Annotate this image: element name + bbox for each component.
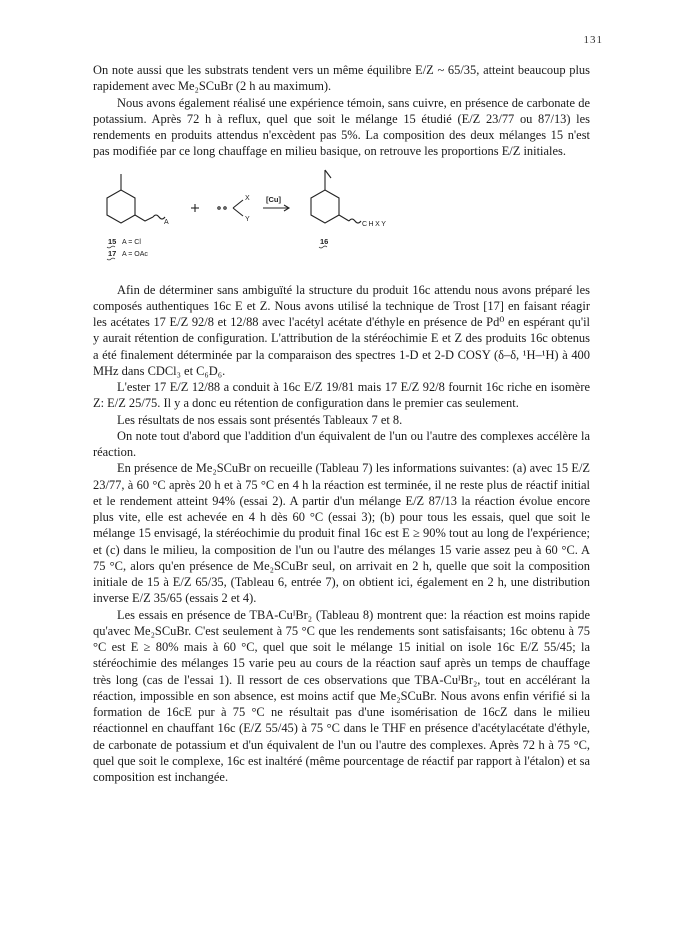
substituent-x-label: X: [245, 194, 250, 202]
paragraph: L'ester 17 E/Z 12/88 a conduit à 16c E/Z 19/81 mais 17 E/Z 92/8 fournit 16c riche en isomère Z: E/Z 25/75. Il y a donc eu rétention de configuration dans le premier cas seulement.: [93, 380, 590, 411]
substituent-a-label: A: [164, 218, 169, 226]
page-number: 131: [583, 34, 603, 46]
compound-15-number: 15: [108, 236, 117, 246]
reagent-label: [Cu]: [266, 194, 281, 204]
paragraph: On note tout d'abord que l'addition d'un équivalent de l'un ou l'autre des complexes accélère la réaction.: [93, 428, 590, 459]
compound-16-number: 16: [320, 236, 329, 246]
product-group-label: CHXY: [362, 220, 388, 228]
paragraph: Les essais en présence de TBA-CuᴵBr₂ (Tableau 8) montrent que: la réaction est moins rapide qu'avec Me₂SCuBr. C'est seulement à 75 °C que les rendements sont satisfaisants; 16c obtenu à 75 °C est E ≥ 80% mais à 60 °C, quel que soit le mélange 15 initial on isole 16c E/Z 55/45; la stéréochimie des mélanges 15 varie peu au cours de la réaction sauf après un temps de chauffage très long (cas de l'essai 1). Il ressort de ces observations que TBA-CuᴵBr₂, tout en accélérant la réaction, impossible en son absence, est moins actif que Me₂SCuBr. Nous avons enfin vérifié si la formation de 16cE pur à 75 °C ne résultait pas d'une isomérisation de 16cZ dans le milieu réactionnel en chauffant 16c (E/Z 55/45) à 75 °C dans le THF en présence d'acétylacétate d'éthyle, de carbonate de potassium et d'un équivalent de l'un ou l'autre des complexes. Après 72 h à 75 °C, quel que soit le complexe, 16c est inaltéré (même pourcentage de réactif par rapport à l'étalon) et sa composition est inchangée.: [93, 607, 590, 784]
paragraph: Les résultats de nos essais sont présentés Tableaux 7 et 8.: [117, 412, 403, 427]
side-chain: [135, 215, 153, 221]
substituent-y-label: Y: [245, 215, 250, 223]
paragraph: En présence de Me₂SCuBr on recueille (Tableau 7) les informations suivantes: (a) avec 15 E/Z 23/77, à 60 °C après 20 h et à 75 °C en 4 h la réaction est terminée, il ne reste plus de réactif initial et le rendement atteint 94% (essai 2). A partir d'un mélange E/Z 87/13 la réaction évolue encore plus vite, elle est achevée en 4 h dès 60 °C (essai 3); (b) pour tous les essais, quel que soit le mélange 15 envisagé, la stéréochimie du produit final 16c est E ≥ 90% tout au long de l'expérience; et (c) dans le milieu, la composition de l'un ou l'autre des mélanges 15 varie assez peu à 60 °C. A 75 °C, alors qu'en présence de Me₂SCuBr seul, on arrivait en 2 h, quelle que soit la composition initiale de 15 à E/Z 65/35, (Tableau 6, entrée 7), on obtient ici, également en 2 h, une distribution inverse E/Z 35/65 (essais 2 et 4).: [93, 461, 590, 606]
reaction-scheme: [93, 162, 590, 278]
product-ring: [311, 190, 339, 223]
paragraph: Afin de déterminer sans ambiguïté la structure du produit 16c attendu nous avons préparé les composés authentiques 16c E et Z. Nous avons utilisé la technique de Trost [17] en faisant réagir les acétates 17 E/Z 92/8 et 12/88 avec l'acétyl acétate d'éthyle en présence de Pd⁰ en espérant qu'il y aurait rétention de configuration. L'attribution de la stéréochimie E et Z des produits 16c obtenus a été finalement déterminée par la comparaison des spectres 1-D et 2-D COSY (δ–δ, ¹H–¹H) à 400 MHz dans CDCl₃ et C₆D₆.: [93, 282, 590, 378]
compound-17-definition: A = OAc: [122, 250, 148, 258]
reaction-scheme-drawing: [93, 162, 590, 278]
compound-17-number: 17: [108, 248, 117, 258]
paragraph: On note aussi que les substrats tendent vers un même équilibre E/Z ~ 65/35, atteint beaucoup plus rapidement avec Me₂SCuBr (2 h au maximum).: [93, 63, 590, 94]
body-text: [93, 62, 590, 785]
cyclohexene-ring: [107, 190, 135, 223]
compound-15-definition: A = Cl: [122, 238, 141, 246]
paragraph: Nous avons également réalisé une expérience témoin, sans cuivre, en présence de carbonate de potassium. Après 72 h à reflux, quel que soit le mélange 15 étudié (E/Z 23/77 ou 87/13) les rendements en produits attendus n'excèdent pas 5%. La composition des deux mélanges 15 n'est pas modifiée par ce long chauffage en milieu basique, on retrouve les proportions E/Z initiales.: [93, 95, 590, 159]
